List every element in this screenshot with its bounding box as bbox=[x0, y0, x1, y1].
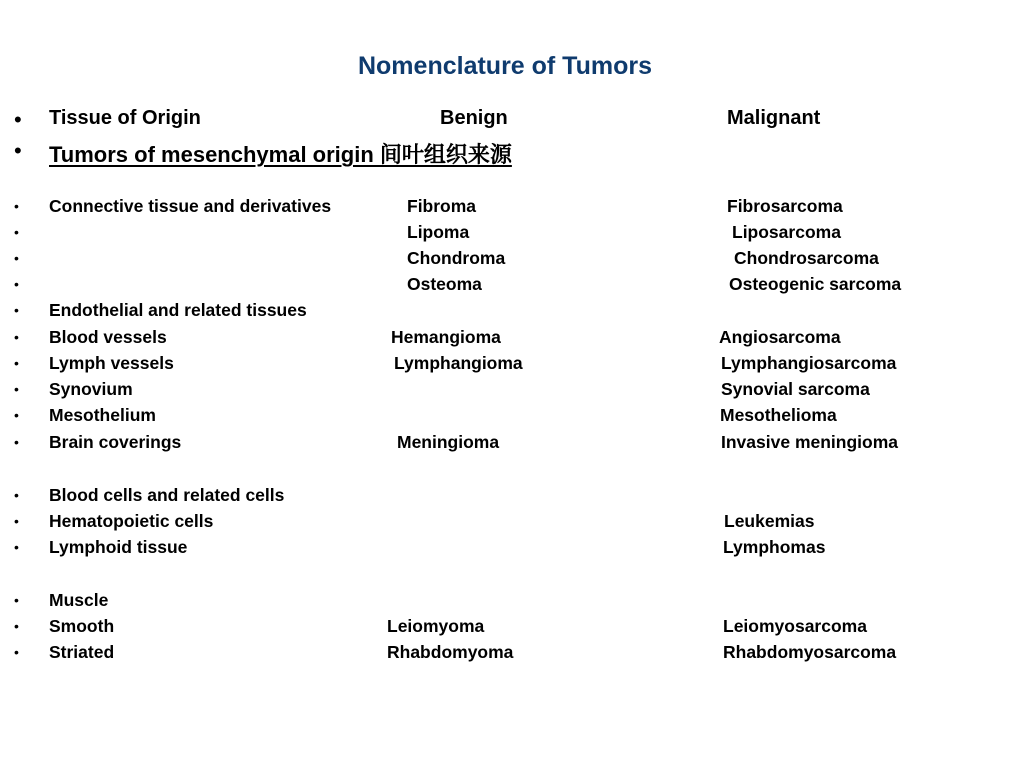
tissue-of-origin-cell: Muscle bbox=[49, 590, 109, 610]
tissue-of-origin-cell: Blood cells and related cells bbox=[49, 485, 285, 505]
table-row bbox=[0, 642, 1024, 668]
tissue-of-origin-cell: Brain coverings bbox=[49, 432, 182, 452]
bullet: • bbox=[14, 381, 19, 397]
benign-cell: Rhabdomyoma bbox=[387, 642, 514, 662]
bullet: • bbox=[14, 224, 19, 240]
bullet: • bbox=[14, 592, 19, 608]
bullet: • bbox=[14, 329, 19, 345]
table-row bbox=[0, 248, 1024, 274]
bullet: • bbox=[14, 276, 19, 292]
malignant-cell: Leukemias bbox=[724, 511, 815, 531]
table-row bbox=[0, 222, 1024, 248]
benign-cell: Lymphangioma bbox=[394, 353, 523, 373]
bullet: • bbox=[14, 107, 22, 132]
table-row bbox=[0, 485, 1024, 511]
table-row bbox=[0, 327, 1024, 353]
benign-cell: Hemangioma bbox=[391, 327, 501, 347]
bullet: • bbox=[14, 302, 19, 318]
tissue-of-origin-cell: Lymph vessels bbox=[49, 353, 174, 373]
benign-cell: Fibroma bbox=[407, 196, 477, 216]
bullet: • bbox=[14, 138, 22, 163]
table-row bbox=[0, 616, 1024, 642]
tissue-of-origin-cell: Blood vessels bbox=[49, 327, 167, 347]
bullet: • bbox=[14, 644, 19, 660]
slide-title: Nomenclature of Tumors bbox=[357, 52, 653, 80]
benign-cell: Meningioma bbox=[397, 432, 500, 452]
header-malignant: Malignant bbox=[727, 107, 821, 129]
malignant-cell: Angiosarcoma bbox=[719, 327, 841, 347]
tissue-of-origin-cell: Synovium bbox=[49, 379, 133, 399]
bullet: • bbox=[14, 250, 19, 266]
table-row bbox=[0, 196, 1024, 222]
tissue-of-origin-cell: Mesothelium bbox=[49, 405, 156, 425]
table-row bbox=[0, 300, 1024, 326]
bullet: • bbox=[14, 487, 19, 503]
table-row bbox=[0, 405, 1024, 431]
bullet: • bbox=[14, 618, 19, 634]
benign-cell: Lipoma bbox=[407, 222, 470, 242]
malignant-cell: Fibrosarcoma bbox=[727, 196, 843, 216]
bullet: • bbox=[14, 434, 19, 450]
table-row bbox=[0, 274, 1024, 300]
malignant-cell: Osteogenic sarcoma bbox=[729, 274, 902, 294]
table-row bbox=[0, 353, 1024, 379]
section-heading-row bbox=[0, 138, 1024, 168]
tissue-of-origin-cell: Striated bbox=[49, 642, 115, 662]
header-row bbox=[0, 107, 1024, 137]
tissue-of-origin-cell: Endothelial and related tissues bbox=[49, 300, 307, 320]
malignant-cell: Mesothelioma bbox=[720, 405, 837, 425]
tissue-of-origin-cell: Connective tissue and derivatives bbox=[49, 196, 332, 216]
section-heading: Tumors of mesenchymal origin 间叶组织来源 bbox=[49, 142, 512, 167]
table-row bbox=[0, 590, 1024, 616]
table-row bbox=[0, 432, 1024, 458]
bullet: • bbox=[14, 407, 19, 423]
table-row bbox=[0, 379, 1024, 405]
malignant-cell: Leiomyosarcoma bbox=[723, 616, 867, 636]
benign-cell: Chondroma bbox=[407, 248, 506, 268]
tissue-of-origin-cell: Hematopoietic cells bbox=[49, 511, 214, 531]
malignant-cell: Chondrosarcoma bbox=[734, 248, 879, 268]
malignant-cell: Lymphangiosarcoma bbox=[721, 353, 897, 373]
table-row bbox=[0, 511, 1024, 537]
bullet: • bbox=[14, 539, 19, 555]
header-benign: Benign bbox=[440, 107, 508, 129]
bullet: • bbox=[14, 513, 19, 529]
benign-cell: Leiomyoma bbox=[387, 616, 485, 636]
malignant-cell: Lymphomas bbox=[723, 537, 826, 557]
tissue-of-origin-cell: Lymphoid tissue bbox=[49, 537, 188, 557]
benign-cell: Osteoma bbox=[407, 274, 482, 294]
bullet: • bbox=[14, 355, 19, 371]
tissue-of-origin-cell: Smooth bbox=[49, 616, 115, 636]
malignant-cell: Rhabdomyosarcoma bbox=[723, 642, 897, 662]
bullet: • bbox=[14, 198, 19, 214]
malignant-cell: Synovial sarcoma bbox=[721, 379, 870, 399]
table-row bbox=[0, 537, 1024, 563]
malignant-cell: Invasive meningioma bbox=[721, 432, 899, 452]
header-tissue-of-origin: Tissue of Origin bbox=[49, 107, 201, 129]
malignant-cell: Liposarcoma bbox=[732, 222, 841, 242]
